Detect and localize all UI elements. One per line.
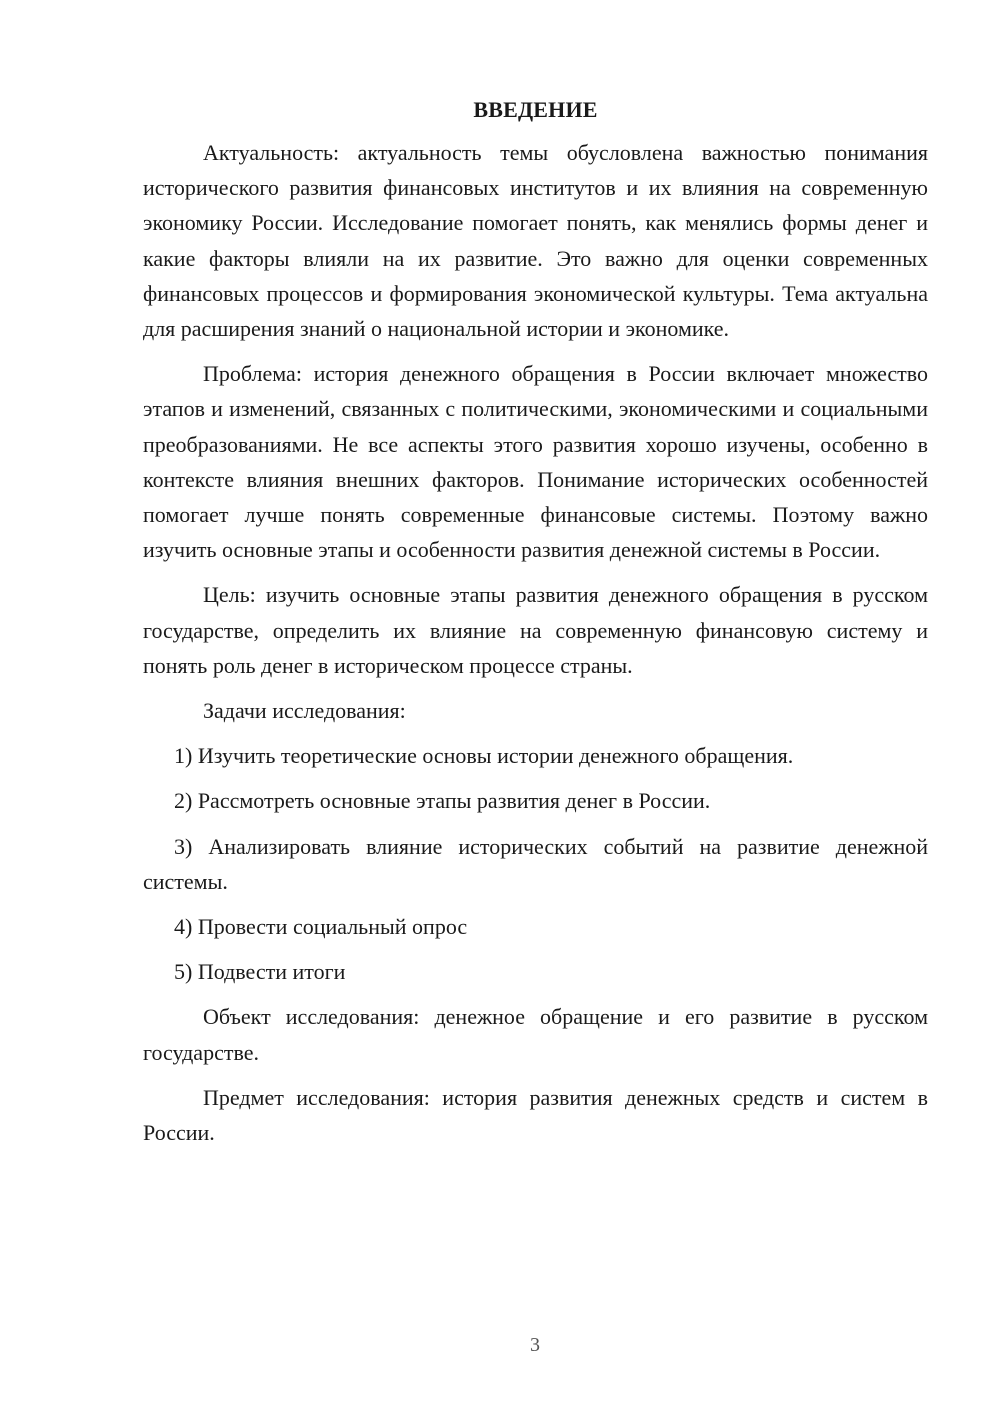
paragraph-object: Объект исследования: денежное обращение и его развитие в русском государстве. [143,1004,928,1065]
tasks-heading: Задачи исследования: [203,698,406,724]
section-title: ВВЕДЕНИЕ [473,97,598,122]
paragraph-problem: Проблема: история денежного обращения в России включает множество этапов и изменений, связанных с политическими, экономическими и социальными преобразованиями. Не все аспекты этого развития хорошо изучены, особенно в контексте влияния внешних факторов. Понимание исторических особенностей помогает лучше понять современные финансовые системы. Поэтому важно изучить основные этапы и особенности развития денежной системы в России. [143,361,928,563]
task-item-2: 2) Рассмотреть основные этапы развития денег в России. [174,788,711,814]
page-number: 3 [530,1334,540,1356]
task-item-5: 5) Подвести итоги [174,959,346,985]
task-item-1: 1) Изучить теоретические основы истории денежного обращения. [174,743,794,769]
paragraph-goal: Цель: изучить основные этапы развития денежного обращения в русском государстве, определить их влияние на современную финансовую систему и понять роль денег в историческом процессе страны. [143,582,928,678]
page-content [143,92,928,1160]
paragraph-relevance: Актуальность: актуальность темы обусловлена важностью понимания исторического развития финансовых институтов и их влияния на современную экономику России. Исследование помогает понять, как менялись формы денег и какие факторы влияли на их развитие. Это важно для оценки современных финансовых процессов и формирования экономической культуры. Тема актуальна для расширения знаний о национальной истории и экономике. [143,140,928,342]
paragraph-subject: Предмет исследования: история развития денежных средств и систем в России. [143,1084,928,1146]
task-item-4: 4) Провести социальный опрос [174,914,468,940]
task-item-3: 3) Анализировать влияние исторических событий на развитие денежной системы. [143,833,928,894]
